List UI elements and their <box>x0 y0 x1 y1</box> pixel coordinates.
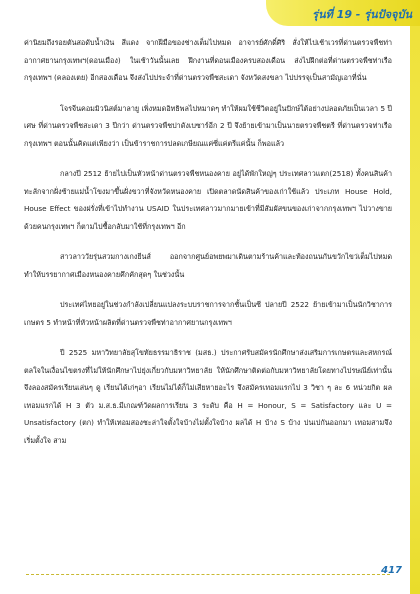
page-number: 417 <box>381 565 402 576</box>
paragraph-1: ค่านิยมถึงรอยตันสอดับน้ำเงิน สีแดง จากฝีมือของช่างเต็มไปหมด อาจารย์ศักดิ์ศิริ สั่งให้ไปเช้าเวรที่ด่านตรวจพืชท่าอากาศยานกรุงเทพฯ(ดอนเมือง) ในเช้าวันนั้นเลย ฝึกงานที่ดอนเมืองครบสองเดือน ส่งไปฝึกต่อที่ด่านตรวจพืชท่าเรือกรุงเทพฯ (คลองเตย) อีกสองเดือน จึงส่งไปประจำที่ด่านตรวจพืชสะเดา จังหวัดสงขลา ไปปรรจุเป็นสามัญเอาที่นั่น <box>24 38 392 82</box>
paragraph-4: สาวลาววัยรุ่นสวมกางเกงยีนส์ ออกจากศูนย์อพยพมาเดินตามร้านค้าและท้องถนนกันขวักไขว่เต็มไปหมด ทำให้บรรยากาศเมืองหนองคายคึกคักสุดๆ ในช่วงนั้น <box>24 252 392 279</box>
footer-divider <box>26 574 390 575</box>
chapter-title: รุ่นที่ 19 - รุ่นปัจจุบัน <box>312 8 412 21</box>
side-color-band <box>410 26 420 594</box>
body-text <box>24 34 392 462</box>
chapter-header-tab <box>266 0 420 26</box>
paragraph-5: ประเทศไทยอยู่ในช่วงกำลังเปลี่ยนแปลงระบบราชการจากชั้นเป็นซี ปลายปี 2522 ย้ายเข้ามาเป็นนักวิชาการเกษตร 5 ทำหน้าที่หัวหน้าผลิตที่ด่านตรวจพืชท่าอากาศยานกรุงเทพฯ <box>24 300 392 327</box>
paragraph-3: กลางปี 2512 ย้ายไปเป็นหัวหน้าด่านตรวจพืชหนองคาย อยู่ได้พักใหญ่ๆ ประเทศลาวแตก(2518) ทั้งคนสินค้าทะลักจากฝั่งซ้ายแม่น้ำโขงมาขึ้นฝั่งขวาที่จังหวัดหนองคาย เปิดตลาดนัดสินค้าของเก่าใช้แล้ว ประเภท House Hold, House Effect ของฝรั่งที่เข้าไปทำงาน USAID ในประเทศลาวมากมายเข้าที่มีสัมผัสขนของเก่าจากกรุงเทพฯ ไปวางขายด้วยคนกรุงเทพฯ ก็ตามไปซื้อกลับมาใช้ที่กรุงเทพฯ อีก <box>24 169 392 231</box>
paragraph-2: โจรจีนคอมมิวนิสต์มาลายู เพิ่งหมดอิทธิพลไปหมาดๆ ทำให้ผมใช้ชีวิตอยู่ในปักษ์ใต้อย่างปลอดภัยเป็นเวลา 5 ปีเศษ ที่ด่านตรวจพืชสะเดา 3 ปีกว่า ด่านตรวจพืชปาดังเบซาร์อีก 2 ปี จึงย้ายเข้ามาเป็นนายตรวจพืชตรี ที่ด่านตรวจท่าเรือกรุงเทพฯ ตอนนั้นคิดแต่เพียงว่า เป็นข้าราชการปลดเกษียณแค่ซี่แค่ตรีแค่นั้น ก็พอแล้ว <box>24 103 392 148</box>
paragraph-6: ปี 2525 มหาวิทยาลัยสุโขทัยธรรมาธิราช (มสธ.) ประกาศรับสมัครนักศึกษาส่งเสริมการเกษตรและสหกรณ์ ตลใจในเงื่อนไขตรงที่ไม่ให้นักศึกษาไปยุ่งเกี่ยวกับมหาวิทยาลัย ให้นักศึกษาติดต่อกับมหาวิทยาลัยโดยทางไปรษณีย์เท่านั้น จึงลองสมัครเรียนเล่นๆ ดู เรียนได้เก่ๆอา เรียนไม่ได้ก็ไม่เสียหายอะไร จึงสมัครเทอมแรกไป 3 วิชา ๆ ละ 6 หน่วยกิต ผลเทอมแรกได้ H 3 ตัว ม.ส.ธ.มีเกณฑ์วัดผลการเรียน 3 ระดับ คือ H = Honour, S = Satisfactory และ U = Unsatisfactory (ตก) ทำให้เทอมสองชะล่าใจตั้งใจบ้างไม่ตั้งใจบ้าง ผลได้ H บ้าง S บ้าง ปนเปกันออกมา เทอมสามจึงเริ่มตั้งใจ สาม <box>24 348 392 445</box>
